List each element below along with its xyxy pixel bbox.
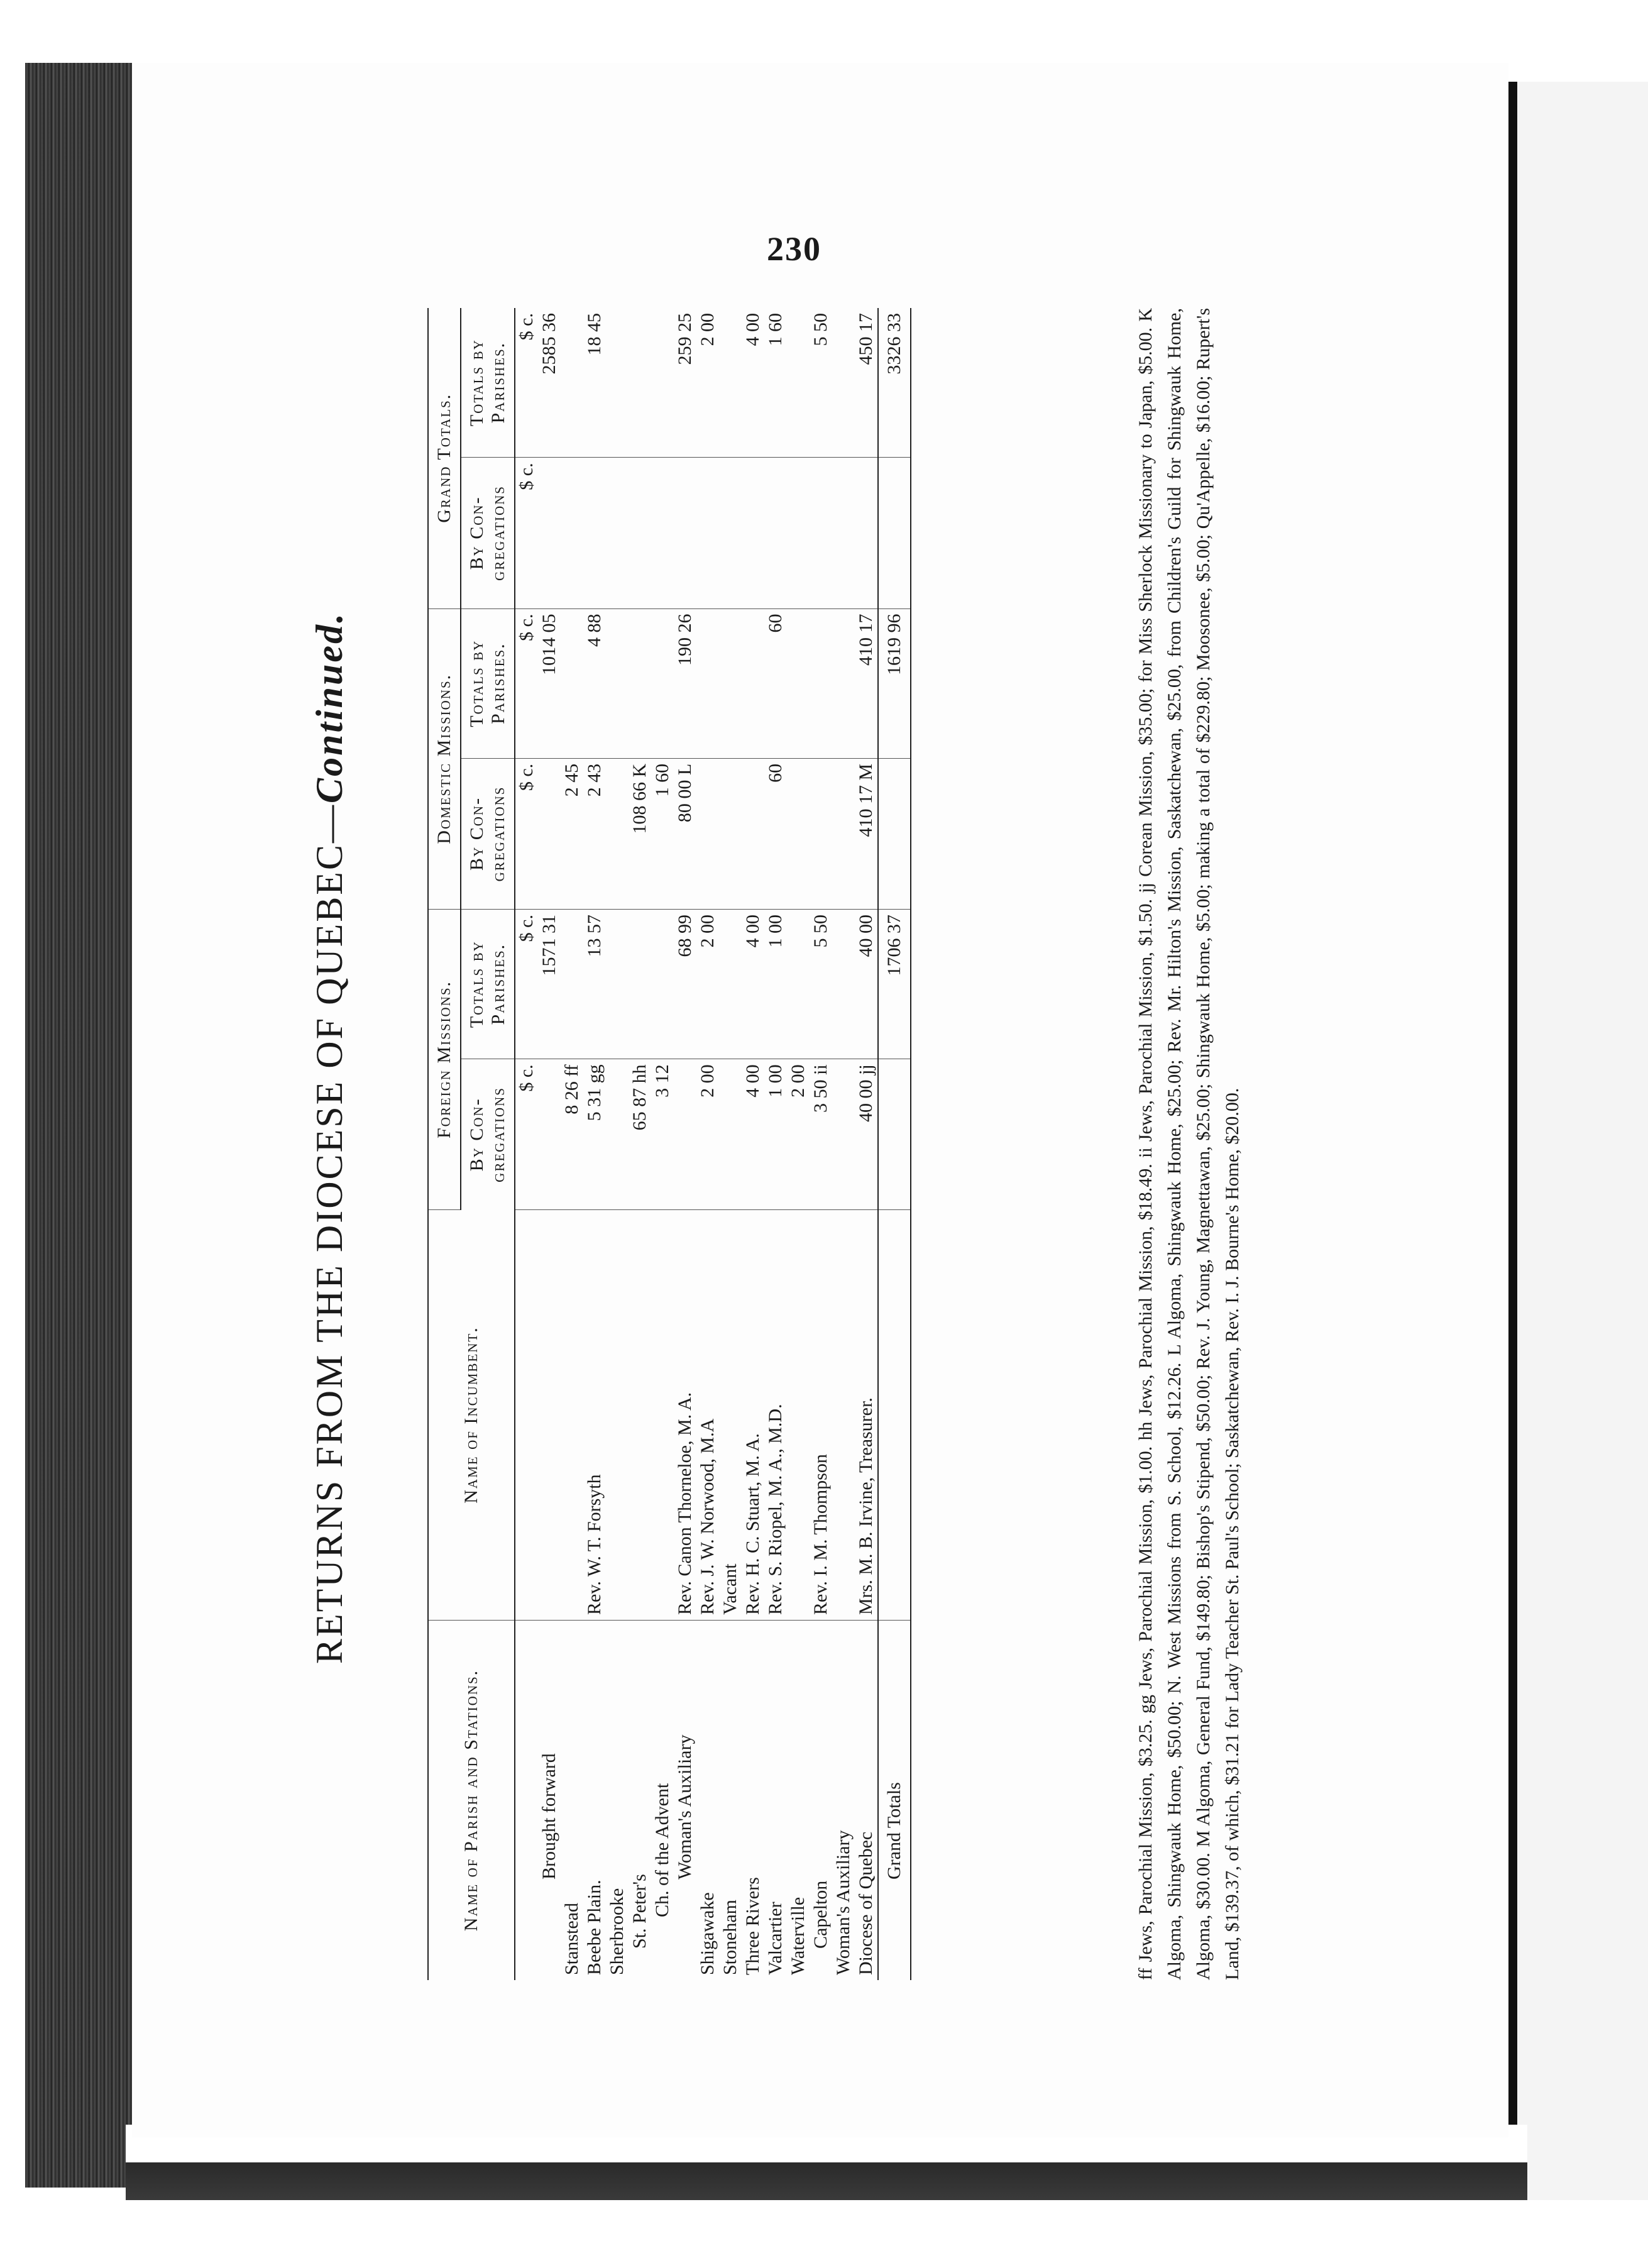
grand-congregation-cell: [719, 458, 742, 608]
parish-cell: Capelton: [810, 1880, 831, 1949]
foreign-total-cell: 1 00: [764, 910, 787, 1059]
domestic-congregation-cell: 80 00 L: [674, 758, 696, 909]
foreign-congregation-cell: 5 31 gg: [583, 1059, 606, 1210]
parish-cell: Brought forward: [539, 1753, 559, 1880]
incumbent-cell: Vacant: [719, 1210, 742, 1621]
domestic-congregation-cell: 410 17 M: [855, 758, 878, 909]
foreign-total-cell: 40 00: [855, 910, 878, 1059]
incumbent-cell: Rev. I. M. Thompson: [810, 1210, 832, 1621]
table-row: [696, 308, 719, 1980]
grand-congregation-cell: [651, 458, 674, 608]
foreign-total-cell: [606, 910, 629, 1059]
foreign-total-cell: 2 00: [696, 910, 719, 1059]
grand-g-con-blank: [878, 458, 911, 608]
grand-total-cell: [651, 308, 674, 458]
domestic-total-cell: 410 17: [855, 608, 878, 758]
col-domestic-header: Domestic Missions.: [428, 608, 461, 909]
domestic-congregation-cell: [696, 758, 719, 909]
col-grand-header: Grand Totals.: [428, 308, 461, 608]
foreign-total-cell: 1571 31: [538, 910, 561, 1059]
parish-cell: Sherbrooke: [607, 1888, 627, 1975]
page-title: [308, 258, 351, 2018]
domestic-total-cell: [832, 608, 855, 758]
parish-cell: Stoneham: [720, 1900, 740, 1975]
foreign-congregation-cell: [538, 1059, 561, 1210]
incumbent-cell: Rev. S. Riopel, M. A., M.D.: [764, 1210, 787, 1621]
domestic-congregation-cell: 2 45: [561, 758, 583, 909]
table-row: [719, 308, 742, 1980]
grand-grand-total: 3326 33: [878, 308, 911, 458]
grand-congregation-cell: [696, 458, 719, 608]
domestic-total-cell: [561, 608, 583, 758]
foreign-total-cell: 13 57: [583, 910, 606, 1059]
rotated-content: [308, 258, 1339, 2018]
parish-cell: Ch. of the Advent: [652, 1783, 673, 1917]
incumbent-cell: [629, 1210, 651, 1621]
units-row: [515, 308, 538, 1980]
incumbent-cell: [832, 1210, 855, 1621]
unit-cell: $ c.: [515, 758, 538, 909]
foreign-total-cell: [629, 910, 651, 1059]
incumbent-cell: Rev. H. C. Stuart, M. A.: [742, 1210, 764, 1621]
domestic-total-cell: 1014 05: [538, 608, 561, 758]
parish-cell: Waterville: [788, 1896, 808, 1975]
grand-total-cell: 2585 36: [538, 308, 561, 458]
incumbent-cell: [651, 1210, 674, 1621]
foreign-totals-header: Totals by Parishes.: [461, 910, 515, 1059]
grand-total-cell: 450 17: [855, 308, 878, 458]
parish-cell: Diocese of Quebec: [855, 1831, 876, 1975]
incumbent-cell: [538, 1210, 561, 1621]
foreign-congregation-cell: [719, 1059, 742, 1210]
grand-congregation-cell: [629, 458, 651, 608]
grand-congregation-cell: [787, 458, 810, 608]
grand-congregation-cell: [832, 458, 855, 608]
grand-total-cell: [606, 308, 629, 458]
units-blank-1: [515, 1621, 538, 1981]
table-row: [832, 308, 855, 1980]
table-row: [629, 308, 651, 1980]
grand-total-cell: 4 00: [742, 308, 764, 458]
foreign-congregation-cell: [832, 1059, 855, 1210]
grand-congregation-cell: [742, 458, 764, 608]
parish-cell: Beebe Plain.: [584, 1880, 605, 1975]
domestic-congregation-cell: [832, 758, 855, 909]
domestic-total-cell: [606, 608, 629, 758]
grand-totals-header: Totals by Parishes.: [461, 308, 515, 458]
grand-congregation-cell: [855, 458, 878, 608]
grand-total-cell: 2 00: [696, 308, 719, 458]
col-foreign-header: Foreign Missions.: [428, 910, 461, 1210]
parish-cell: Woman's Auxiliary: [833, 1830, 854, 1975]
domestic-total-cell: 190 26: [674, 608, 696, 758]
table-row: [674, 308, 696, 1980]
grand-total-cell: 18 45: [583, 308, 606, 458]
foreign-congregation-cell: 1 00: [764, 1059, 787, 1210]
grand-f-con-blank: [878, 1059, 911, 1210]
foreign-by-con-header: By Con-gregations: [461, 1059, 515, 1210]
domestic-congregation-cell: [719, 758, 742, 909]
grand-totals-label: Grand Totals: [878, 1621, 911, 1981]
incumbent-cell: [561, 1210, 583, 1621]
returns-table: [427, 308, 911, 1980]
grand-by-con-header: By Con-gregations: [461, 458, 515, 608]
header-row-1: [428, 308, 461, 1980]
table-row: [787, 308, 810, 1980]
table-row: [810, 308, 832, 1980]
book-spine: [25, 63, 138, 2188]
foreign-total-cell: 68 99: [674, 910, 696, 1059]
domestic-congregation-cell: 2 43: [583, 758, 606, 909]
unit-cell: $ c.: [515, 608, 538, 758]
grand-congregation-cell: [764, 458, 787, 608]
grand-congregation-cell: [606, 458, 629, 608]
domestic-congregation-cell: [787, 758, 810, 909]
domestic-by-con-header: By Con-gregations: [461, 758, 515, 909]
unit-cell: $ c.: [515, 458, 538, 608]
domestic-congregation-cell: [742, 758, 764, 909]
grand-total-cell: 5 50: [810, 308, 832, 458]
foreign-congregation-cell: 2 00: [696, 1059, 719, 1210]
grand-domestic-total: 1619 96: [878, 608, 911, 758]
foreign-total-cell: [719, 910, 742, 1059]
table-row: [855, 308, 878, 1980]
grand-total-cell: 1 60: [764, 308, 787, 458]
incumbent-cell: [787, 1210, 810, 1621]
foreign-congregation-cell: 40 00 jj: [855, 1059, 878, 1210]
col-incumbent-header: Name of Incumbent.: [428, 1210, 515, 1621]
grand-total-cell: [787, 308, 810, 458]
units-blank-2: [515, 1210, 538, 1621]
foreign-total-cell: [832, 910, 855, 1059]
grand-total-cell: [719, 308, 742, 458]
title-continued: Continued.: [309, 611, 350, 804]
parish-cell: Stanstead: [561, 1903, 582, 1975]
domestic-total-cell: [696, 608, 719, 758]
grand-total-cell: [629, 308, 651, 458]
grand-congregation-cell: [538, 458, 561, 608]
col-parish-header: Name of Parish and Stations.: [428, 1621, 515, 1981]
foreign-total-cell: 4 00: [742, 910, 764, 1059]
domestic-total-cell: [651, 608, 674, 758]
domestic-total-cell: [787, 608, 810, 758]
foreign-total-cell: 5 50: [810, 910, 832, 1059]
parish-cell: Woman's Auxiliary: [674, 1734, 695, 1880]
incumbent-cell: Rev. W. T. Forsyth: [583, 1210, 606, 1621]
grand-total-cell: [832, 308, 855, 458]
foreign-congregation-cell: 3 50 ii: [810, 1059, 832, 1210]
unit-cell: $ c.: [515, 910, 538, 1059]
domestic-total-cell: 60: [764, 608, 787, 758]
parish-cell: St. Peter's: [629, 1874, 650, 1949]
grand-totals-row: [878, 308, 911, 1980]
grand-congregation-cell: [561, 458, 583, 608]
table-row: [606, 308, 629, 1980]
table-row: [764, 308, 787, 1980]
incumbent-cell: [606, 1210, 629, 1621]
grand-d-con-blank: [878, 758, 911, 909]
domestic-total-cell: [810, 608, 832, 758]
incumbent-cell: Rev. Canon Thorneloe, M. A.: [674, 1210, 696, 1621]
grand-total-cell: [561, 308, 583, 458]
grand-total-cell: 259 25: [674, 308, 696, 458]
incumbent-cell: Mrs. M. B. Irvine, Treasurer.: [855, 1210, 878, 1621]
domestic-totals-header: Totals by Parishes.: [461, 608, 515, 758]
domestic-congregation-cell: [810, 758, 832, 909]
parish-cell: Valcartier: [765, 1902, 786, 1975]
foreign-congregation-cell: 4 00: [742, 1059, 764, 1210]
foreign-congregation-cell: 2 00: [787, 1059, 810, 1210]
foreign-congregation-cell: [606, 1059, 629, 1210]
domestic-congregation-cell: 1 60: [651, 758, 674, 909]
foreign-congregation-cell: [674, 1059, 696, 1210]
parish-cell: Three Rivers: [742, 1877, 763, 1975]
domestic-congregation-cell: 108 66 K: [629, 758, 651, 909]
table-row: [742, 308, 764, 1980]
foreign-total-cell: [651, 910, 674, 1059]
grand-congregation-cell: [674, 458, 696, 608]
foreign-total-cell: [561, 910, 583, 1059]
foreign-congregation-cell: 65 87 hh: [629, 1059, 651, 1210]
unit-cell: $ c.: [515, 308, 538, 458]
grand-foreign-total: 1706 37: [878, 910, 911, 1059]
table-body: [515, 308, 878, 1980]
parish-cell: Shigawake: [697, 1892, 718, 1975]
next-page-edge: [1508, 82, 1648, 2200]
table-row: [538, 308, 561, 1980]
domestic-total-cell: 4 88: [583, 608, 606, 758]
foreign-total-cell: [787, 910, 810, 1059]
incumbent-cell: Rev. J. W. Norwood, M.A: [696, 1210, 719, 1621]
unit-cell: $ c.: [515, 1059, 538, 1210]
table-row: [583, 308, 606, 1980]
domestic-total-cell: [742, 608, 764, 758]
grand-congregation-cell: [810, 458, 832, 608]
title-main: RETURNS FROM THE DIOCESE OF QUEBEC—: [309, 803, 350, 1665]
grand-congregation-cell: [583, 458, 606, 608]
page-number: 230: [767, 230, 821, 268]
grand-incumbent-blank: [878, 1210, 911, 1621]
foreign-congregation-cell: 8 26 ff: [561, 1059, 583, 1210]
table-row: [561, 308, 583, 1980]
footnotes: ff Jews, Parochial Mission, $3.25. gg Jews, Parochial Mission, $1.00. hh Jews, Parochial Mission, $18.49. ii Jews, Parochial Mission, $1.50. jj Corean Mission, $35.00; for Miss Sherlock Missionary to Japan, $5.00. K Algoma, Shingwauk Home, $50.00; N. West Missions from S. School, $12.26. L Algoma, Shingwauk Home, $25.00; Rev. Mr. Hilton's Mission, Saskatchewan, $25.00, from Children's Guild for Shingwauk Home, Algoma, $30.00. M Algoma, General Fund, $149.80; Bishop's Stipend, $50.00; Rev. J. Young, Magnettawan, $25.00; Shingwauk Home, $5.00; making a total of $229.80; Moosonee, $5.00; Qu'Appelle, $16.00; Rupert's Land, $139.37, of which, $31.21 for Lady Teacher St. Paul's School; Saskatchewan, Rev. I. J. Bourne's Home, $20.00.: [1135, 308, 1243, 1980]
domestic-congregation-cell: 60: [764, 758, 787, 909]
domestic-congregation-cell: [606, 758, 629, 909]
domestic-congregation-cell: [538, 758, 561, 909]
foreign-congregation-cell: 3 12: [651, 1059, 674, 1210]
table-row: [651, 308, 674, 1980]
domestic-total-cell: [719, 608, 742, 758]
domestic-total-cell: [629, 608, 651, 758]
